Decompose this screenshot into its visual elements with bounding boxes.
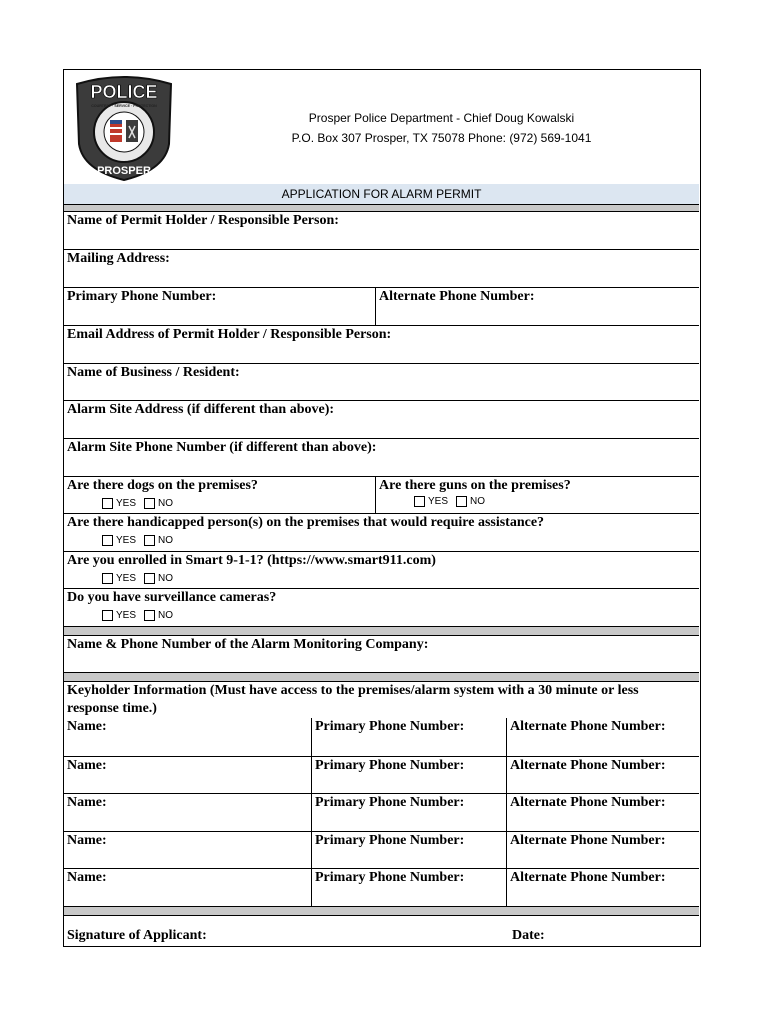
- smart911-no-label: NO: [158, 573, 174, 584]
- dogs-question: Are there dogs on the premises?: [67, 478, 258, 493]
- guns-question: Are there guns on the premises?: [379, 478, 571, 493]
- keyholder-row: [64, 794, 699, 832]
- keyholder-alternate-phone-label[interactable]: Alternate Phone Number:: [510, 758, 666, 773]
- guns-options: [414, 496, 489, 507]
- permit-holder-field[interactable]: [64, 212, 699, 250]
- section-divider: [64, 627, 699, 636]
- handicapped-no-label: NO: [158, 535, 174, 546]
- police-badge-logo: [69, 74, 179, 182]
- column-divider: [506, 869, 507, 906]
- keyholder-name-label[interactable]: Name:: [67, 719, 107, 734]
- alarm-permit-form: [63, 69, 701, 947]
- signature-row: [64, 916, 699, 946]
- badge-ring-text: COURTESY · SERVICE · PROTECTION: [91, 104, 157, 108]
- keyholder-name-label[interactable]: Name:: [67, 795, 107, 810]
- keyholder-heading: Keyholder Information (Must have access to the premises/alarm system with a 30 minute or less response time.): [67, 683, 639, 716]
- column-divider: [506, 794, 507, 831]
- business-name-field[interactable]: [64, 364, 699, 401]
- cameras-yes-checkbox[interactable]: [102, 610, 113, 621]
- alarm-site-address-field[interactable]: [64, 401, 699, 439]
- guns-no-label: NO: [470, 496, 486, 507]
- keyholder-alternate-phone-label[interactable]: Alternate Phone Number:: [510, 833, 666, 848]
- dogs-yes-label: YES: [116, 498, 137, 509]
- section-divider: [64, 205, 699, 212]
- column-divider: [311, 718, 312, 756]
- dogs-options: [102, 498, 177, 509]
- mailing-address-label: Mailing Address:: [67, 251, 170, 266]
- cameras-no-label: NO: [158, 610, 174, 621]
- keyholder-primary-phone-label[interactable]: Primary Phone Number:: [315, 795, 465, 810]
- column-divider: [311, 869, 312, 906]
- handicapped-yes-label: YES: [116, 535, 137, 546]
- keyholder-name-label[interactable]: Name:: [67, 870, 107, 885]
- form-header: [64, 70, 699, 185]
- alarm-site-phone-label: Alarm Site Phone Number (if different than above):: [67, 440, 377, 455]
- dogs-no-checkbox[interactable]: [144, 498, 155, 509]
- primary-phone-label[interactable]: Primary Phone Number:: [67, 289, 217, 304]
- cameras-yes-label: YES: [116, 610, 137, 621]
- handicapped-no-checkbox[interactable]: [144, 535, 155, 546]
- smart911-yes-label: YES: [116, 573, 137, 584]
- email-field[interactable]: [64, 326, 699, 364]
- dogs-guns-row: [64, 477, 699, 514]
- badge-top-text: POLICE: [90, 82, 158, 102]
- column-divider: [506, 718, 507, 756]
- smart911-row: [64, 552, 699, 589]
- smart911-question: Are you enrolled in Smart 9-1-1? (https://www.smart911.com): [67, 553, 436, 568]
- mailing-address-field[interactable]: [64, 250, 699, 288]
- monitoring-company-field[interactable]: [64, 636, 699, 673]
- phone-row: [64, 288, 699, 326]
- column-divider: [311, 757, 312, 793]
- keyholder-row: [64, 718, 699, 757]
- keyholder-alternate-phone-label[interactable]: Alternate Phone Number:: [510, 719, 666, 734]
- signature-label[interactable]: Signature of Applicant:: [67, 928, 207, 943]
- dogs-yes-checkbox[interactable]: [102, 498, 113, 509]
- column-divider: [311, 794, 312, 831]
- department-info: [194, 108, 689, 148]
- column-divider: [506, 832, 507, 868]
- smart911-yes-checkbox[interactable]: [102, 573, 113, 584]
- column-divider: [375, 477, 376, 513]
- department-address: P.O. Box 307 Prosper, TX 75078 Phone: (972) 569-1041: [291, 131, 592, 145]
- keyholder-primary-phone-label[interactable]: Primary Phone Number:: [315, 870, 465, 885]
- keyholder-name-label[interactable]: Name:: [67, 833, 107, 848]
- section-divider: [64, 907, 699, 916]
- monitoring-company-label: Name & Phone Number of the Alarm Monitoring Company:: [67, 637, 429, 652]
- permit-holder-label: Name of Permit Holder / Responsible Person:: [67, 213, 339, 228]
- cameras-row: [64, 589, 699, 627]
- keyholder-primary-phone-label[interactable]: Primary Phone Number:: [315, 758, 465, 773]
- business-name-label: Name of Business / Resident:: [67, 365, 240, 380]
- keyholder-name-label[interactable]: Name:: [67, 758, 107, 773]
- guns-no-checkbox[interactable]: [456, 496, 467, 507]
- keyholder-row: [64, 757, 699, 794]
- handicapped-yes-checkbox[interactable]: [102, 535, 113, 546]
- email-label: Email Address of Permit Holder / Responsible Person:: [67, 327, 392, 342]
- keyholder-row: [64, 869, 699, 907]
- keyholder-primary-phone-label[interactable]: Primary Phone Number:: [315, 719, 465, 734]
- column-divider: [375, 288, 376, 325]
- smart911-options: [102, 573, 177, 584]
- form-title: APPLICATION FOR ALARM PERMIT: [64, 184, 699, 205]
- keyholder-alternate-phone-label[interactable]: Alternate Phone Number:: [510, 795, 666, 810]
- department-name: Prosper Police Department - Chief Doug Kowalski: [308, 111, 575, 125]
- dogs-no-label: NO: [158, 498, 174, 509]
- date-label[interactable]: Date:: [512, 928, 545, 943]
- handicapped-row: [64, 514, 699, 552]
- cameras-options: [102, 610, 177, 621]
- cameras-no-checkbox[interactable]: [144, 610, 155, 621]
- handicapped-question: Are there handicapped person(s) on the premises that would require assistance?: [67, 515, 545, 530]
- keyholder-row: [64, 832, 699, 869]
- keyholder-alternate-phone-label[interactable]: Alternate Phone Number:: [510, 870, 666, 885]
- smart911-no-checkbox[interactable]: [144, 573, 155, 584]
- handicapped-options: [102, 535, 177, 546]
- cameras-question: Do you have surveillance cameras?: [67, 590, 277, 605]
- alarm-site-phone-field[interactable]: [64, 439, 699, 477]
- column-divider: [311, 832, 312, 868]
- alternate-phone-label[interactable]: Alternate Phone Number:: [379, 289, 535, 304]
- guns-yes-label: YES: [428, 496, 449, 507]
- alarm-site-address-label: Alarm Site Address (if different than above):: [67, 402, 335, 417]
- badge-bottom-text: PROSPER: [97, 165, 151, 177]
- guns-yes-checkbox[interactable]: [414, 496, 425, 507]
- column-divider: [506, 757, 507, 793]
- keyholder-primary-phone-label[interactable]: Primary Phone Number:: [315, 833, 465, 848]
